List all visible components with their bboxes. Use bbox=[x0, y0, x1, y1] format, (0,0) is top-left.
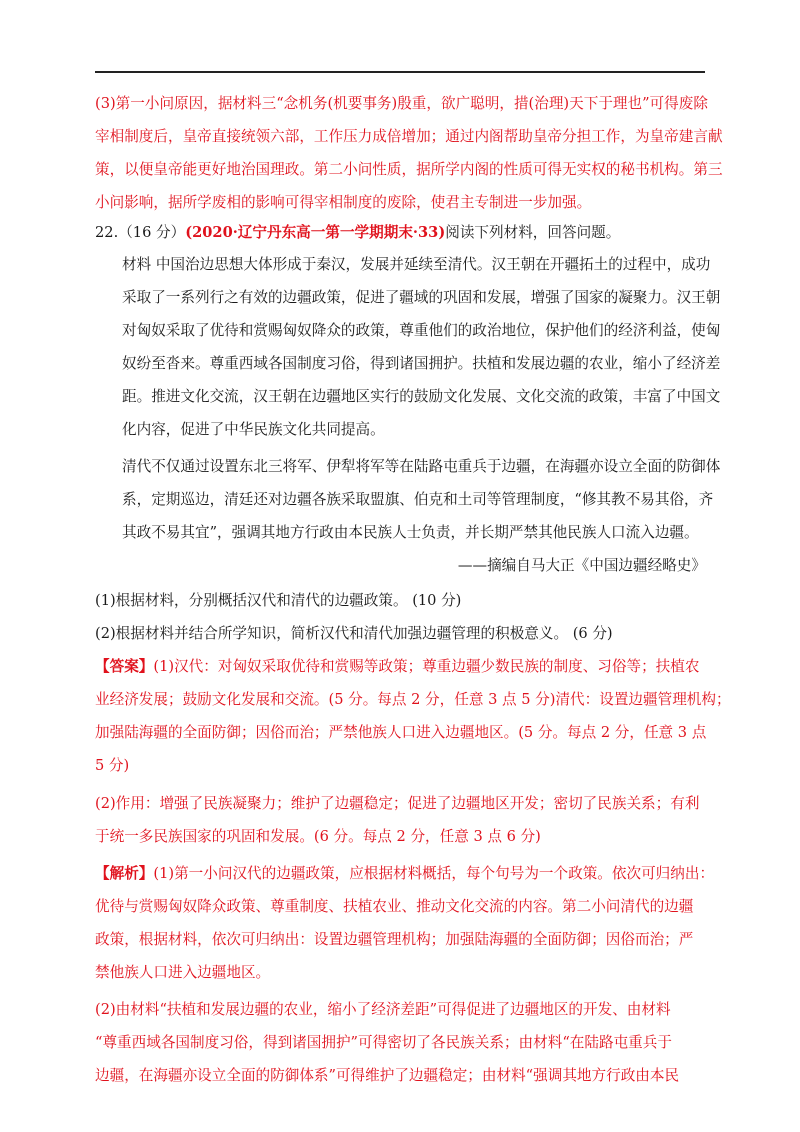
material-line: 距。推进文化交流，汉王朝在边疆地区实行的鼓励文化发展、文化交流的政策，丰富了中国文 bbox=[122, 388, 721, 405]
answer-line: 5 分) bbox=[95, 757, 130, 774]
question-heading bbox=[95, 223, 620, 243]
analysis-line: 禁他族人口进入边疆地区。 bbox=[95, 964, 271, 981]
header-rule bbox=[95, 71, 705, 73]
question-number: 22.（16 分） bbox=[95, 224, 186, 241]
analysis-line: 优待与赏赐匈奴降众政策、尊重制度、扶植农业、推动文化交流的内容。第二小问清代的边疆 bbox=[95, 898, 694, 915]
answer-line bbox=[95, 657, 699, 677]
material-line: 奴纷至沓来。尊重西域各国制度习俗，得到诸国拥护。扶植和发展边疆的农业，缩小了经济差 bbox=[122, 355, 721, 372]
answer-line: 业经济发展；鼓励文化发展和交流。(5 分。每点 2 分，任意 3 点 5 分)清代：设置边疆管理机构； bbox=[95, 691, 731, 708]
sub-question-2: (2)根据材料并结合所学知识，简析汉代和清代加强边疆管理的积极意义。 (6 分) bbox=[95, 625, 613, 642]
answer-line: 加强陆海疆的全面防御；因俗而治；严禁他族人口进入边疆地区。(5 分。每点 2 分，任意 3 点 bbox=[95, 724, 707, 741]
question-prompt: 阅读下列材料，回答问题。 bbox=[445, 224, 621, 241]
material-citation: ——摘编自马大正《中国边疆经略史》 bbox=[457, 557, 706, 574]
material-line: 清代不仅通过设置东北三将军、伊犁将军等在陆路屯重兵于边疆，在海疆亦设立全面的防御体 bbox=[122, 458, 721, 475]
analysis-line bbox=[95, 864, 714, 884]
material-line: 化内容，促进了中华民族文化共同提高。 bbox=[122, 421, 385, 438]
analysis-line: 宰相制度后，皇帝直接统领六部，工作压力成倍增加；通过内阁帮助皇帝分担工作，为皇帝建言献 bbox=[95, 128, 723, 145]
material-line: 对匈奴采取了优待和赏赐匈奴降众的政策，尊重他们的政治地位，保护他们的经济利益，使匈 bbox=[122, 322, 721, 339]
answer-text: (1)汉代：对匈奴采取优待和赏赐等政策；尊重边疆少数民族的制度、习俗等；扶植农 bbox=[153, 658, 700, 675]
answer-label: 【答案】 bbox=[95, 658, 154, 675]
analysis-line: 边疆，在海疆亦设立全面的防御体系”可得维护了边疆稳定；由材料“强调其地方行政由本民 bbox=[95, 1067, 680, 1084]
answer-line: 于统一多民族国家的巩固和发展。(6 分。每点 2 分，任意 3 点 6 分) bbox=[95, 828, 541, 845]
answer-line: (2)作用：增强了民族凝聚力；维护了边疆稳定；促进了边疆地区开发；密切了民族关系；有利 bbox=[95, 795, 700, 812]
analysis-line: (3)第一小问原因，据材料三“念机务(机要事务)殷重，欲广聪明，措(治理)天下于理也”可得废除 bbox=[95, 95, 708, 112]
analysis-line: 小问影响，据所学废相的影响可得宰相制度的废除，使君主专制进一步加强。 bbox=[95, 194, 592, 211]
material-line: 系，定期巡边，清廷还对边疆各族采取盟旗、伯克和土司等管理制度，“修其教不易其俗，齐 bbox=[122, 491, 714, 508]
sub-question-1: (1)根据材料，分别概括汉代和清代的边疆政策。 (10 分) bbox=[95, 592, 462, 609]
analysis-line: “尊重西域各国制度习俗，得到诸国拥护”可得密切了各民族关系；由材料“在陆路屯重兵于 bbox=[95, 1034, 672, 1051]
analysis-text: (1)第一小问汉代的边疆政策，应根据材料概括，每个句号为一个政策。依次可归纳出： bbox=[153, 865, 715, 882]
material-line: 其政不易其宜”，强调其地方行政由本民族人士负责，并长期严禁其他民族人口流入边疆。 bbox=[122, 524, 699, 541]
question-source: (2020·辽宁丹东高一第一学期期末·33) bbox=[185, 224, 446, 241]
material-line: 采取了一系列行之有效的边疆政策，促进了疆域的巩固和发展，增强了国家的凝聚力。汉王朝 bbox=[122, 289, 721, 306]
material-line: 材料 中国治边思想大体形成于秦汉，发展并延续至清代。汉王朝在开疆拓土的过程中，成功 bbox=[122, 256, 711, 273]
analysis-line: 政策，根据材料，依次可归纳出：设置边疆管理机构；加强陆海疆的全面防御；因俗而治；严 bbox=[95, 931, 694, 948]
analysis-label: 【解析】 bbox=[95, 865, 154, 882]
analysis-line: (2)由材料“扶植和发展边疆的农业，缩小了经济差距”可得促进了边疆地区的开发、由材料 bbox=[95, 1001, 671, 1018]
analysis-line: 策，以便皇帝能更好地治国理政。第二小问性质，据所学内阁的性质可得无实权的秘书机构。第三 bbox=[95, 161, 723, 178]
